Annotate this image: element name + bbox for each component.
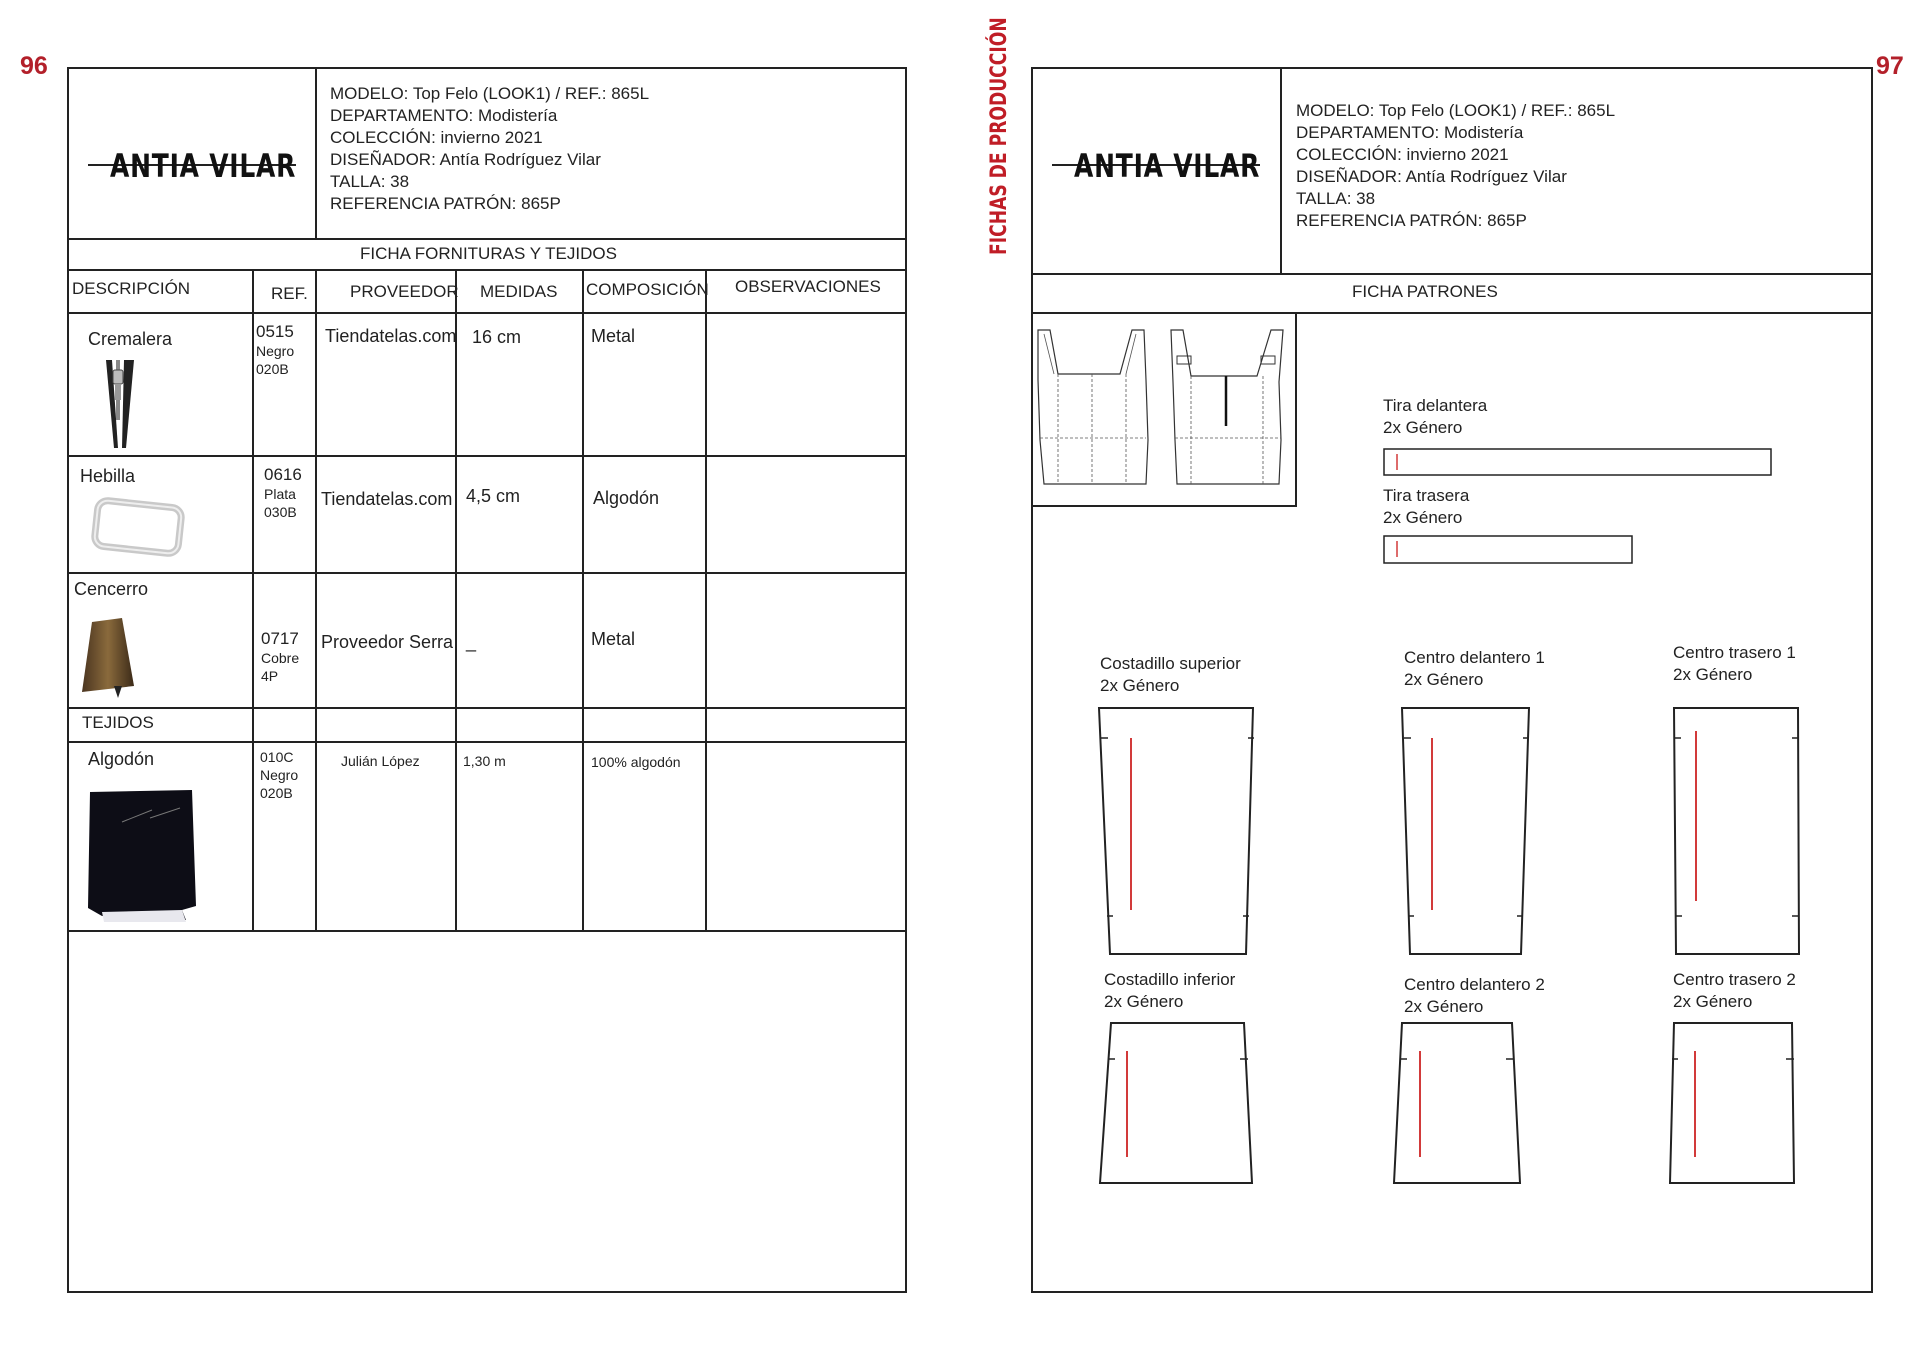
row-cencerro-supplier: Proveedor Serra — [321, 632, 454, 652]
row-cencerro-composition: Metal — [591, 629, 636, 649]
piece-label-centro-trasero-2: Centro trasero 2 2x Género — [1673, 970, 1796, 1011]
piece-label-centro-delantero-1: Centro delantero 1 2x Género — [1404, 648, 1545, 689]
row-hebilla-ref: 0616 Plata 030B — [264, 465, 302, 520]
garment-front-sketch — [1034, 326, 1154, 486]
row-cremalera-supplier: Tiendatelas.com — [325, 326, 457, 346]
fabric-supplier: Julián López — [341, 753, 420, 769]
brand-logo-right: ANTIA VILAR — [1074, 147, 1261, 185]
header-info-left: MODELO: Top Felo (LOOK1) / REF.: 865L DEPARTAMENTO: Modistería COLECCIÓN: invierno 2021 DISEÑADOR: Antía Rodríguez Vilar TALLA: 38 REFERENCIA PATRÓN: 865P — [330, 84, 650, 213]
strip-front-label: Tira delantera 2x Género — [1383, 396, 1488, 437]
piece-label-centro-trasero-1: Centro trasero 1 2x Género — [1673, 643, 1796, 684]
page-number-right: 97 — [1876, 52, 1904, 80]
page-number-left: 96 — [20, 52, 48, 80]
row-hebilla-desc: Hebilla — [80, 466, 136, 486]
piece-centro-trasero-1 — [1672, 706, 1802, 956]
col-header-size: MEDIDAS — [480, 282, 558, 301]
piece-costadillo-superior — [1098, 706, 1256, 956]
piece-label-costadillo-inferior: Costadillo inferior 2x Género — [1104, 970, 1236, 1011]
piece-centro-trasero-2 — [1668, 1021, 1798, 1185]
fabric-desc: Algodón — [88, 749, 155, 769]
row-cremalera-ref: 0515 Negro 020B — [256, 322, 295, 377]
row-cencerro-size: _ — [466, 632, 477, 652]
row-cencerro-ref: 0717 Cobre 4P — [261, 629, 300, 684]
strip-back-pattern — [1383, 535, 1635, 565]
garment-back-sketch — [1165, 326, 1291, 486]
strip-back-label: Tira trasera 2x Género — [1383, 486, 1470, 527]
row-cencerro-desc: Cencerro — [74, 579, 149, 599]
brand-logo-left: ANTIA VILAR — [110, 147, 297, 185]
buckle-icon — [92, 500, 188, 558]
fabric-swatch-icon — [82, 788, 202, 928]
row-hebilla-size: 4,5 cm — [466, 486, 521, 506]
col-header-observations: OBSERVACIONES — [735, 277, 881, 296]
row-cremalera-desc: Cremalera — [88, 329, 173, 349]
row-hebilla-supplier: Tiendatelas.com — [321, 489, 453, 509]
row-cremalera-size: 16 cm — [472, 327, 522, 347]
cowbell-icon — [76, 616, 140, 700]
row-cremalera-composition: Metal — [591, 326, 636, 346]
sheet-title-right: FICHA PATRONES — [1352, 282, 1498, 301]
col-header-supplier: PROVEEDOR — [350, 282, 459, 301]
row-hebilla-composition: Algodón — [593, 488, 660, 508]
col-header-ref: REF. — [271, 284, 308, 303]
header-info-right: MODELO: Top Felo (LOOK1) / REF.: 865L DEPARTAMENTO: Modistería COLECCIÓN: invierno 2021 DISEÑADOR: Antía Rodríguez Vilar TALLA: 38 REFERENCIA PATRÓN: 865P — [1296, 101, 1616, 230]
piece-costadillo-inferior — [1098, 1021, 1256, 1185]
piece-label-costadillo-superior: Costadillo superior 2x Género — [1100, 654, 1241, 695]
strip-front-pattern — [1383, 448, 1773, 478]
piece-label-centro-delantero-2: Centro delantero 2 2x Género — [1404, 975, 1545, 1016]
col-header-composition: COMPOSICIÓN — [586, 280, 709, 299]
fabric-composition: 100% algodón — [591, 754, 681, 770]
piece-centro-delantero-1 — [1401, 706, 1531, 956]
col-header-description: DESCRIPCIÓN — [72, 279, 191, 298]
sheet-title-left: FICHA FORNITURAS Y TEJIDOS — [360, 244, 617, 263]
zipper-icon — [100, 360, 140, 450]
piece-centro-delantero-2 — [1392, 1021, 1522, 1185]
side-title: FICHAS DE PRODUCCIÓN — [987, 17, 1012, 256]
section-label-fabrics: TEJIDOS — [82, 713, 154, 732]
fabric-ref: 010C Negro 020B — [260, 749, 299, 801]
fabric-size: 1,30 m — [463, 753, 506, 769]
